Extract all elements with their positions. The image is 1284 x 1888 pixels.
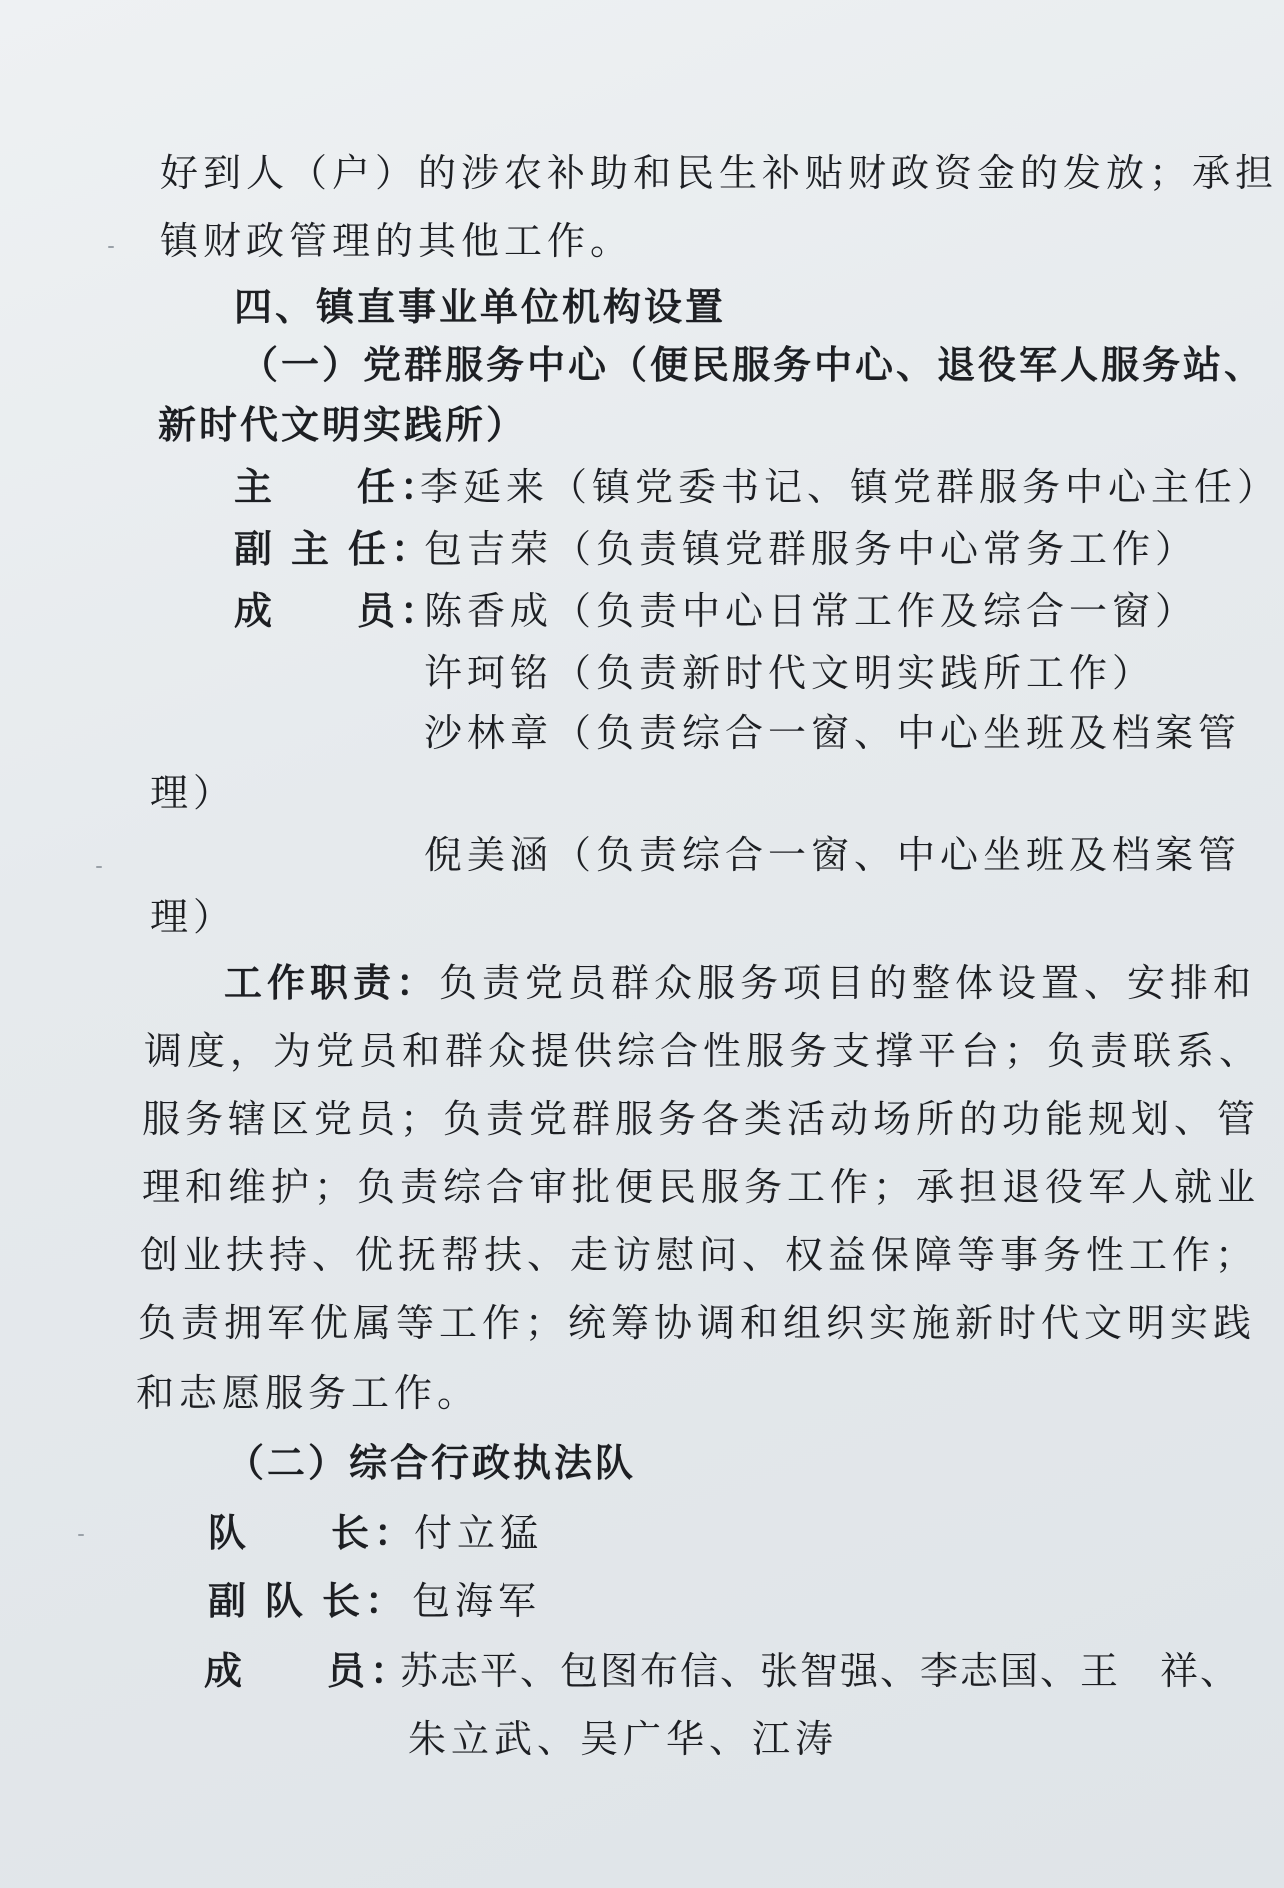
unit1-director-row <box>234 462 443 512</box>
unit2-heading: （二）综合行政执法队 <box>226 1441 637 1485</box>
u2-deputy-label-c: 长： <box>322 1579 409 1623</box>
unit2-members-row <box>204 1646 413 1696</box>
unit1-deputy-row <box>234 524 434 574</box>
paper-speck <box>108 246 114 248</box>
members-label-b: 员： <box>357 589 444 633</box>
duties-line-7: 和志愿服务工作。 <box>136 1371 481 1415</box>
u2-members-line2: 朱立武、吴广华、江涛 <box>408 1717 839 1761</box>
deputy-label-c: 任： <box>348 527 435 571</box>
leader-value: 付立猛 <box>414 1511 544 1555</box>
director-label-b: 任： <box>357 465 444 509</box>
text-line-1: 好到人（户）的涉农补助和民生补贴财政资金的发放；承担 <box>160 151 1279 195</box>
member-4-line1: 倪美涵（负责综合一窗、中心坐班及档案管 <box>424 833 1242 877</box>
u2-deputy-label-a: 副 <box>208 1579 252 1623</box>
director-label-a: 主 <box>234 465 278 509</box>
unit2-deputy-row <box>208 1576 408 1626</box>
duties-line-5: 创业扶持、优抚帮扶、走访慰问、权益保障等事务性工作； <box>140 1233 1259 1277</box>
deputy-value: 包吉荣（负责镇党群服务中心常务工作） <box>424 527 1199 571</box>
paper-speck <box>78 1534 84 1536</box>
u2-members-label-a: 成 <box>204 1649 248 1693</box>
members-label-a: 成 <box>234 589 278 633</box>
deputy-label-b: 主 <box>291 527 335 571</box>
paper-speck <box>96 866 102 868</box>
leader-label-b: 长： <box>331 1511 418 1555</box>
duties-line-6: 负责拥军优属等工作；统筹协调和组织实施新时代文明实践 <box>138 1301 1257 1345</box>
member-1: 陈香成（负责中心日常工作及综合一窗） <box>424 589 1199 633</box>
u2-deputy-label-b: 队 <box>265 1579 309 1623</box>
unit1-heading-line1: （一）党群服务中心（便民服务中心、退役军人服务站、 <box>240 343 1266 387</box>
unit1-members-row <box>234 586 443 636</box>
leader-label-a: 队 <box>208 1511 252 1555</box>
duties-label: 工作职责： <box>224 961 440 1005</box>
duties-line-1: 负责党员群众服务项目的整体设置、安排和 <box>439 961 1257 1005</box>
duties-line-4: 理和维护；负责综合审批便民服务工作；承担退役军人就业 <box>142 1165 1261 1209</box>
u2-members-line1: 苏志平、包图布信、张智强、李志国、王 祥、 <box>400 1649 1241 1693</box>
u2-deputy-value: 包海军 <box>412 1579 542 1623</box>
member-3-line1: 沙林章（负责综合一窗、中心坐班及档案管 <box>424 711 1242 755</box>
duties-line-3: 服务辖区党员；负责党群服务各类活动场所的功能规划、管 <box>142 1097 1261 1141</box>
text-line-2: 镇财政管理的其他工作。 <box>160 219 634 263</box>
unit2-leader-row <box>208 1508 417 1558</box>
duties-first-line <box>224 958 1256 1008</box>
unit1-heading-line2: 新时代文明实践所） <box>158 403 528 447</box>
member-2: 许珂铭（负责新时代文明实践所工作） <box>424 651 1156 695</box>
director-value: 李延来（镇党委书记、镇党群服务中心主任） <box>420 465 1281 509</box>
duties-line-2: 调度，为党员和群众提供综合性服务支撑平台；负责联系、 <box>144 1029 1263 1073</box>
member-3-line2: 理） <box>150 771 237 815</box>
section4-heading: 四、镇直事业单位机构设置 <box>234 285 727 329</box>
member-4-line2: 理） <box>150 895 237 939</box>
deputy-label-a: 副 <box>234 527 278 571</box>
u2-members-label-b: 员： <box>327 1649 414 1693</box>
